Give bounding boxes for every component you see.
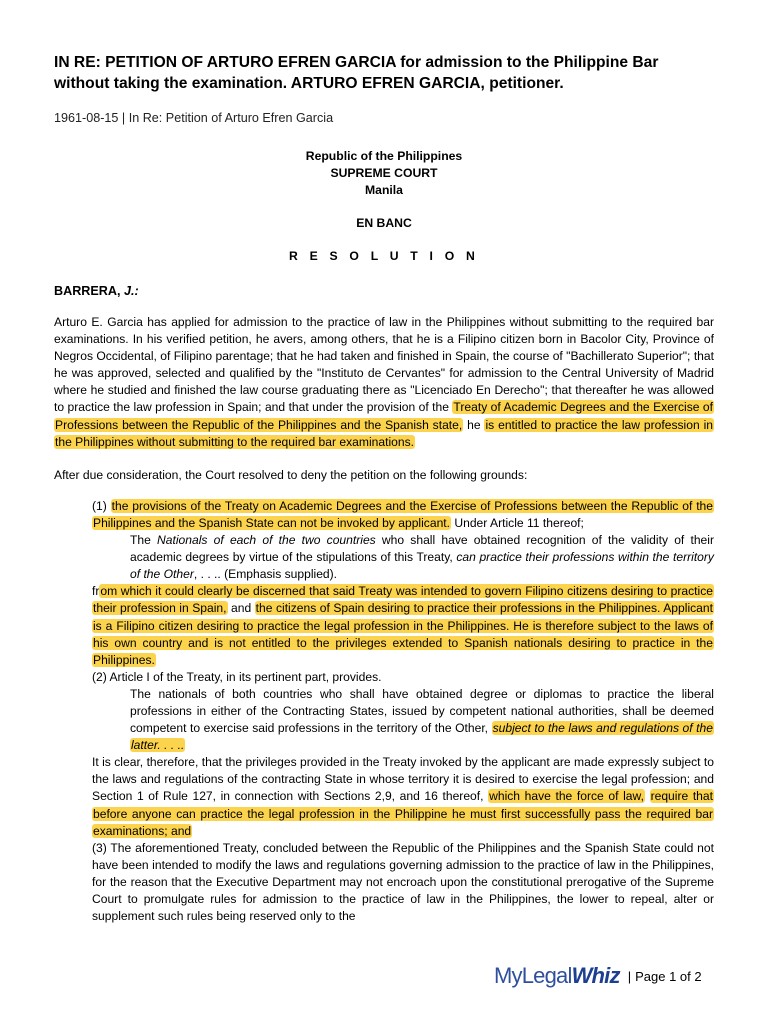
ground-2: (2) Article I of the Treaty, in its pertinent part, provides. xyxy=(92,669,382,684)
text-run: It is clear, therefore, that the privileges provided in the Treaty invoked by the applicant are made expressly subject to the laws and regulations of the contracting State in whose territory it is desired to exercise the legal profession; and Section 1 of Rule 127, in connection with Sections 2,9, and 16 thereof, xyxy=(92,755,714,804)
highlight: Treaty of Academic Degrees and the Exercise of Professions between the Republic of the Philippines and the Spanish state, xyxy=(55,400,713,432)
highlight: is entitled to practice the law profession in the Philippines without submitting to the required bar examinations. xyxy=(55,417,713,449)
text-run: he xyxy=(463,417,485,432)
document-title-line-1: IN RE: PETITION OF ARTURO EFREN GARCIA for admission to the Philippine Bar xyxy=(54,54,659,71)
resolution-heading: R E S O L U T I O N xyxy=(289,249,479,263)
paragraph-resolution: After due consideration, the Court resolved to deny the petition on the following grounds: xyxy=(54,467,528,482)
text-run: who shall have obtained recognition of the validity of their academic degrees by virtue of the stipulations of this Treaty, xyxy=(130,533,714,565)
ground-2-continuation xyxy=(92,754,714,839)
highlight: require that before anyone can practice the legal profession in the Philippine he must first successfully pass the required bar examinations; and xyxy=(93,789,713,838)
ponente xyxy=(54,284,714,298)
highlight: the citizens of Spain desiring to practice their professions in the Philippines. Applicant is a Filipino citizen desiring to practice the legal profession in the Philippines. He is therefore subject to the laws of his own country and is not entitled to the privileges extended to Spanish nationals desiring to practice in the Philippines. xyxy=(93,601,713,667)
page-footer xyxy=(494,962,702,990)
ground-3: (3) The aforementioned Treaty, concluded between the Republic of the Philippines and the Spanish State could not have been intended to modify the laws and regulations governing admission to the practice of law in the Philippines, for the reason that the Executive Department may not encroach upon the constitutional prerogative of the Supreme Court to promulgate rules for admission to the practice of law in the Philippines, the lower to repeal, alter or supplement such rules being reserved only to the xyxy=(92,840,714,924)
case-meta: 1961-08-15 | In Re: Petition of Arturo Efren Garcia xyxy=(54,111,334,125)
quote-article-1 xyxy=(130,686,714,754)
highlight: the provisions of the Treaty on Academic Degrees and the Exercise of Professions between the Republic of the Philippines and the Spanish State can not be invoked by applicant. xyxy=(93,498,714,530)
emphasis-text: can practice their professions within the territory of the Other xyxy=(130,550,714,582)
logo-part: Whiz xyxy=(571,963,620,988)
document-title xyxy=(54,52,714,94)
text-run: Arturo E. Garcia has applied for admission to the practice of law in the Philippines without submitting to the required bar examinations. In his verified petition, he avers, among others, that he is a Filipino citizen born in Bacolor City, Province of Negros Occidental, of Filipino parentage; that he had taken and finished in Spain, the course of "Bachillerato Superior"; that he was approved, selected and qualified by the "Instituto de Cervantes" for admission to the Central University of Madrid where he studied and finished the law course graduating there as "Licenciado En Derecho"; that thereafter he was allowed to practice the law profession in Spain; and that under the provision of the xyxy=(54,315,714,415)
paragraph-facts xyxy=(54,314,714,451)
document-title-line-2: without taking the examination. ARTURO EFREN GARCIA, petitioner. xyxy=(54,75,564,92)
ground-1 xyxy=(92,498,714,532)
highlight: which have the force of law, xyxy=(489,789,644,804)
court-header xyxy=(54,148,714,199)
ponente-name: BARRERA, xyxy=(54,284,121,298)
text-run: fr xyxy=(92,584,100,599)
ground-1-continuation xyxy=(92,583,714,668)
footer-separator: | xyxy=(627,968,632,984)
mylegalwhiz-logo xyxy=(494,963,620,989)
text-run: Under Article 11 thereof; xyxy=(451,515,584,530)
court-name: SUPREME COURT xyxy=(330,166,438,180)
emphasis-text: Nationals of each of the two countries xyxy=(157,533,376,548)
logo-part: My xyxy=(494,963,522,988)
country-name: Republic of the Philippines xyxy=(305,149,463,163)
text-run xyxy=(645,789,650,803)
text-run: , . . .. (Emphasis supplied). xyxy=(193,567,338,582)
highlight: om which it could clearly be discerned that said Treaty was intended to govern Filipino citizens desiring to practice their profession in Spain, xyxy=(93,584,713,616)
highlight: subject to the laws and regulations of the latter. . . .. xyxy=(131,721,713,753)
ponente-title: J.: xyxy=(123,284,139,298)
page-number: Page 1 of 2 xyxy=(635,968,702,984)
document-page xyxy=(54,52,714,925)
text-run: The xyxy=(130,533,158,548)
city-name: Manila xyxy=(365,183,403,197)
division-label: EN BANC xyxy=(356,216,412,230)
text-run: and xyxy=(227,601,255,616)
quote-article-11 xyxy=(130,532,714,583)
logo-part: Legal xyxy=(521,963,572,988)
text-run: (1) xyxy=(92,498,111,513)
text-run: The nationals of both countries who shall have obtained degree or diplomas to practice the liberal professions in either of the Contracting States, issued by competent national authorities, shall be deemed competent to exercise said professions in the territory of the Other, xyxy=(130,686,714,736)
